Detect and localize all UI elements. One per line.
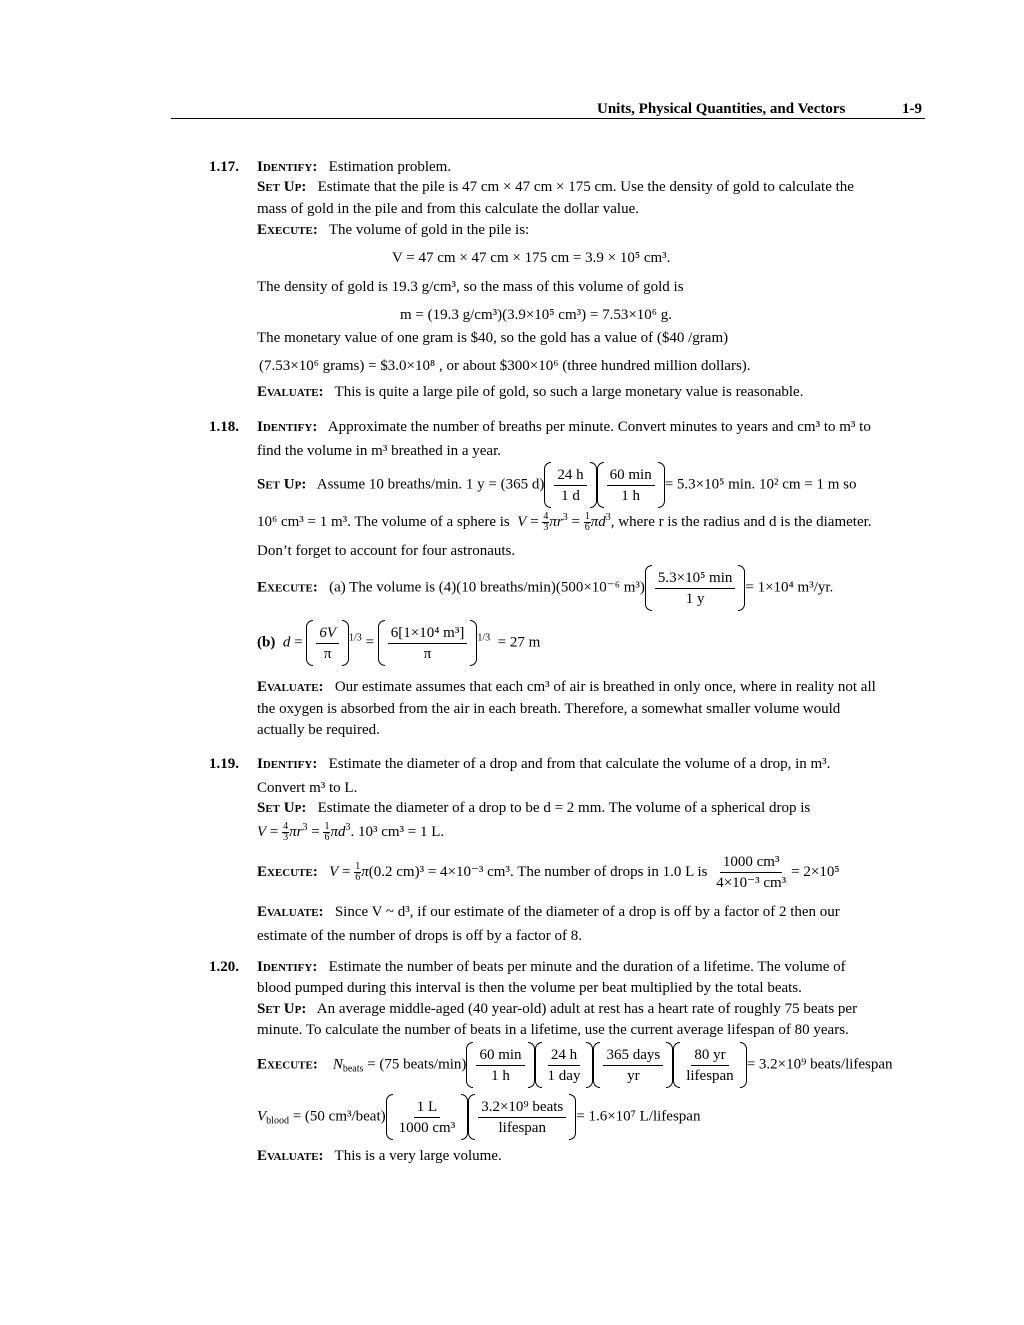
evaluate-1-19-line2: estimate of the number of drops is off by a factor of 8. bbox=[257, 928, 583, 944]
equation-volume: V = 47 cm × 47 cm × 175 cm = 3.9 × 10⁵ cm³. bbox=[392, 250, 671, 266]
setup-1-19-line1: Set Up: Estimate the diameter of a drop to be d = 2 mm. The volume of a spherical drop is bbox=[257, 800, 811, 816]
identify-1-18-line2: find the volume in m³ breathed in a year. bbox=[257, 443, 502, 459]
problem-number-1-19: 1.19. bbox=[209, 756, 239, 772]
evaluate-1-18-line3: actually be required. bbox=[257, 722, 380, 738]
setup-1-18-line1: Set Up: Assume 10 breaths/min. 1 y = (365 d) $\frac{24 h}{1 d}$ $\frac{60 \min}{1 h}$ = 5.3×10⁵ min. 10² cm = 1 m so bbox=[257, 462, 857, 508]
astronauts-text: Don’t forget to account for four astronauts. bbox=[257, 543, 516, 559]
evaluate-1-18-line2: the oxygen is absorbed from the air in each breath. Therefore, a somewhat smaller volume would bbox=[257, 701, 841, 717]
identify-1-17: Identify: Estimation problem. bbox=[257, 159, 452, 175]
execute-1-18-a: Execute: (a) The volume is (4)(10 breaths/min)(500×10⁻⁶ m³) $\frac{\text{5.3×10⁵ min}}{1 y}$ = 1×10⁴ m³/yr. bbox=[257, 565, 833, 611]
problem-number-1-18: 1.18. bbox=[209, 419, 239, 435]
execute-1-17: Execute: The volume of gold in the pile is: bbox=[257, 222, 530, 238]
sphere-volume-text: 10⁶ cm³ = 1 m³. The volume of a sphere is V = $\frac{4}{3}$ $\pi r^3$ = $\frac{1}{6}$ $\pi d^3$, where r is the radius and d is the diameter. bbox=[257, 511, 872, 533]
page-number: 1-9 bbox=[902, 101, 922, 117]
problem-number-1-20: 1.20. bbox=[209, 959, 239, 975]
problem-number-1-17: 1.17. bbox=[209, 159, 239, 175]
monetary-result: (7.53×10⁶ grams) = $3.0×10⁸ , or about $300×10⁶ (three hundred million dollars). bbox=[259, 358, 751, 374]
evaluate-1-18-line1: Evaluate: Our estimate assumes that each cm³ of air is breathed in only once, where in reality not all bbox=[257, 679, 876, 695]
setup-1-17-line2: mass of gold in the pile and from this calculate the dollar value. bbox=[257, 201, 639, 217]
density-text: The density of gold is 19.3 g/cm³, so the mass of this volume of gold is bbox=[257, 279, 684, 295]
equation-mass: m = (19.3 g/cm³)(3.9×10⁵ cm³) = 7.53×10⁶ g. bbox=[400, 307, 673, 323]
identify-1-18-line1: Identify: Approximate the number of breaths per minute. Convert minutes to years and cm³ to m³ to bbox=[257, 419, 871, 435]
execute-1-20-blood: $V_{blood} = (50$ cm³/beat) $\frac{1 L}{\text{1000 cm³}}$ $\frac{\text{3.2×10⁹ beats}}{\text{lifespan}}$ = 1.6×10⁷ L/lifespan bbox=[257, 1094, 700, 1140]
header-rule bbox=[171, 118, 925, 119]
setup-1-20-line2: minute. To calculate the number of beats in a lifetime, use the current average lifespan of 80 years. bbox=[257, 1022, 849, 1038]
running-header-title: Units, Physical Quantities, and Vectors bbox=[597, 101, 846, 117]
identify-1-20-line2: blood pumped during this interval is then the volume per beat multiplied by the total beats. bbox=[257, 980, 802, 996]
setup-1-19-line2: V = $\frac{4}{3}$ $\pi r^3$ = $\frac{1}{6}$ $\pi d^3$. 10³ cm³ = 1 L. bbox=[257, 821, 445, 843]
execute-1-20-beats: Execute: $N_{beats} = (75$ beats/min) $\frac{60 \min}{1 h}$ $\frac{24 h}{\text{1 day}}$ $\frac{\text{365 days}}{yr}$ $\frac{80 yr}{\text{lifespan}}$ = 3.2×10⁹ beats/lifespan bbox=[257, 1042, 893, 1088]
identify-1-20-line1: Identify: Estimate the number of beats per minute and the duration of a lifetime. The volume of bbox=[257, 959, 846, 975]
monetary-text: The monetary value of one gram is $40, so the gold has a value of ($40 /gram) bbox=[257, 330, 729, 346]
execute-1-18-b: (b) d = $\frac{6V}{\pi}$ $^{1/3}$ = $\frac{\text{6[1×10⁴ m³]}}{\pi}$ $^{1/3}$ = 27 m bbox=[257, 620, 540, 666]
evaluate-1-19-line1: Evaluate: Since V ~ d³, if our estimate of the diameter of a drop is off by a factor of 2 then our bbox=[257, 904, 840, 920]
execute-1-19: Execute: V = $\frac{1}{6}$ π(0.2 cm)³ = 4×10⁻³ cm³. The number of drops in 1.0 L is $\frac{\text{1000 cm³}}{\text{4×10⁻³ cm³}}$ = 2×10⁵ bbox=[257, 854, 840, 891]
setup-1-20-line1: Set Up: An average middle-aged (40 year-old) adult at rest has a heart rate of roughly 75 beats per bbox=[257, 1001, 858, 1017]
identify-1-19-line2: Convert m³ to L. bbox=[257, 780, 358, 796]
identify-1-19-line1: Identify: Estimate the diameter of a drop and from that calculate the volume of a drop, in m³. bbox=[257, 756, 831, 772]
evaluate-1-20: Evaluate: This is a very large volume. bbox=[257, 1148, 502, 1164]
evaluate-1-17: Evaluate: This is quite a large pile of gold, so such a large monetary value is reasonable. bbox=[257, 384, 804, 400]
setup-1-17-line1: Set Up: Estimate that the pile is 47 cm × 47 cm × 175 cm. Use the density of gold to calculate the bbox=[257, 179, 854, 195]
